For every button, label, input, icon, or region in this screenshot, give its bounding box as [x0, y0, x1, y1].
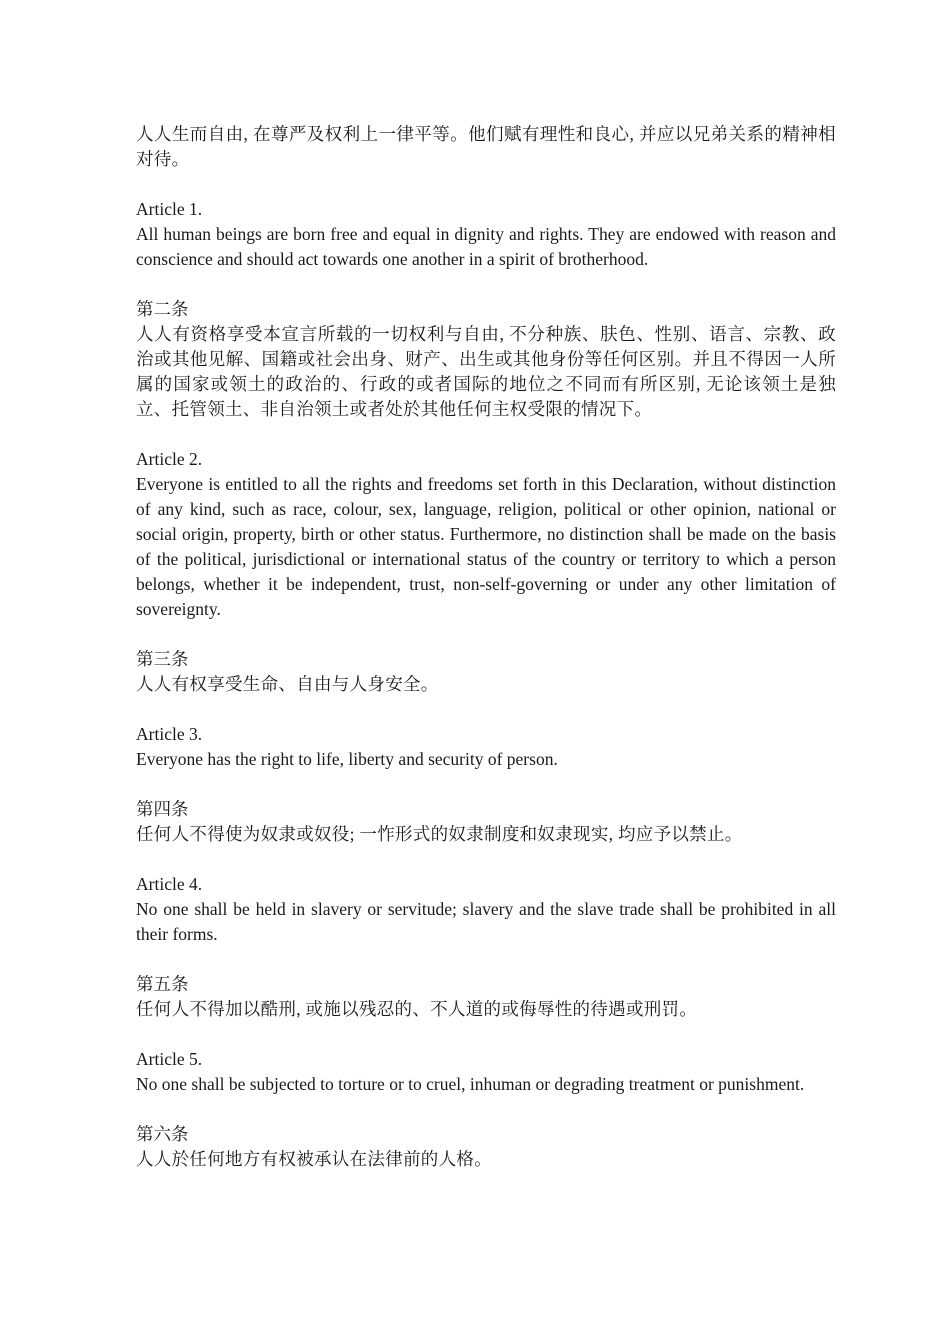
article-1-en: [136, 197, 836, 272]
preamble-paragraph: 人人生而自由, 在尊严及权利上一律平等。他们赋有理性和良心, 并应以兄弟关系的精神相对待。: [136, 124, 836, 169]
article-heading: 第三条: [136, 649, 189, 669]
article-heading: 第二条: [136, 299, 189, 319]
article-3-zh: [136, 647, 836, 697]
article-paragraph: Everyone has the right to life, liberty and security of person.: [136, 749, 558, 769]
article-paragraph: 人人有权享受生命、自由与人身安全。: [136, 674, 439, 694]
article-paragraph: No one shall be held in slavery or servitude; slavery and the slave trade shall be prohibited in all their forms.: [136, 899, 836, 944]
article-3-en: [136, 722, 836, 772]
article-5-en: [136, 1047, 836, 1097]
article-5-zh: [136, 972, 836, 1022]
article-heading: Article 2.: [136, 449, 203, 469]
article-paragraph: 任何人不得使为奴隶或奴役; 一怍形式的奴隶制度和奴隶现实, 均应予以禁止。: [136, 824, 743, 844]
article-heading: Article 1.: [136, 199, 203, 219]
article-2-zh: [136, 297, 836, 422]
document-page: [136, 122, 836, 1197]
article-paragraph: All human beings are born free and equal in dignity and rights. They are endowed with reason and conscience and should act towards one another in a spirit of brotherhood.: [136, 224, 836, 269]
article-paragraph: Everyone is entitled to all the rights and freedoms set forth in this Declaration, without distinction of any kind, such as race, colour, sex, language, religion, political or other opinion, national or social origin, property, birth or other status. Furthermore, no distinction shall be made on the basis of the political, jurisdictional or international status of the country or territory to which a person belongs, whether it be independent, trust, non-self-governing or under any other limitation of sovereignty.: [136, 474, 836, 619]
article-4-zh: [136, 797, 836, 847]
article-heading: 第六条: [136, 1124, 189, 1144]
article-4-en: [136, 872, 836, 947]
article-paragraph: 人人有资格享受本宣言所载的一切权利与自由, 不分种族、肤色、性别、语言、宗教、政治或其他见解、国籍或社会出身、财产、出生或其他身份等任何区别。并且不得因一人所属的国家或领土的政治的、行政的或者国际的地位之不同而有所区别, 无论该领土是独立、托管领土、非自治领土或者处於其他任何主权受限的情况下。: [136, 324, 836, 419]
article-paragraph: No one shall be subjected to torture or to cruel, inhuman or degrading treatment or punishment.: [136, 1074, 805, 1094]
article-heading: Article 5.: [136, 1049, 203, 1069]
article-2-en: [136, 447, 836, 622]
preamble-block: [136, 122, 836, 172]
article-paragraph: 人人於任何地方有权被承认在法律前的人格。: [136, 1149, 492, 1169]
article-heading: 第四条: [136, 799, 189, 819]
article-heading: 第五条: [136, 974, 189, 994]
article-heading: Article 3.: [136, 724, 203, 744]
article-6-zh: [136, 1122, 836, 1172]
article-paragraph: 任何人不得加以酷刑, 或施以残忍的、不人道的或侮辱性的待遇或刑罚。: [136, 999, 698, 1019]
article-heading: Article 4.: [136, 874, 203, 894]
